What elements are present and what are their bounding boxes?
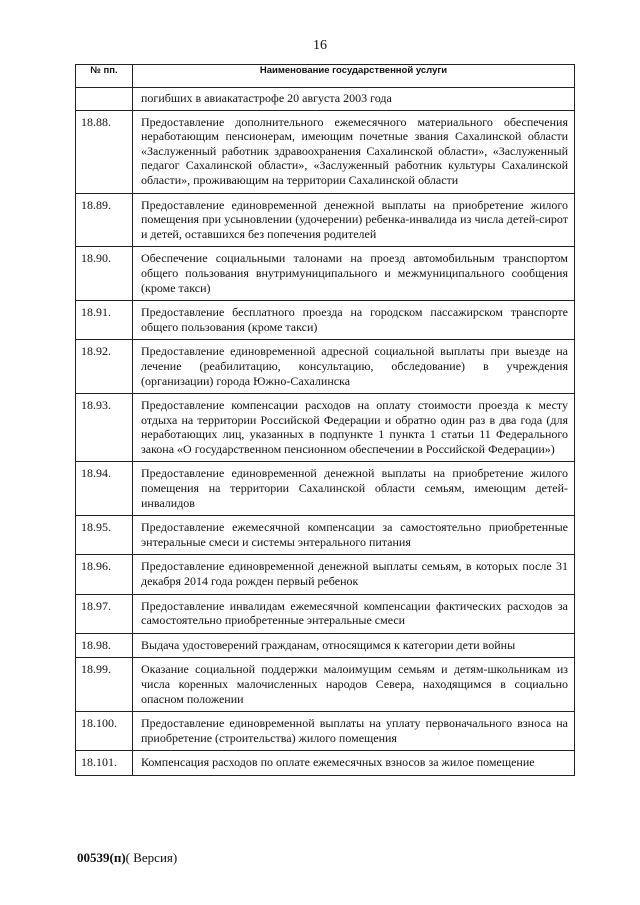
- table-row-continuation: [76, 88, 575, 111]
- row-text: Предоставление дополнительного ежемесячного материального обеспечения неработающим пенсионерам, имеющим почетные звания Сахалинской области «Заслуженный работник здравоохранения Сахалинской области», «Заслуженный педагог Сахалинской области», «Заслуженный работник культуры Сахалинской области», проживающим на территории Сахалинской области: [133, 110, 575, 193]
- table-row: [76, 594, 575, 633]
- row-number: 18.90.: [76, 247, 133, 301]
- row-number: 18.89.: [76, 193, 133, 247]
- table-row: [76, 712, 575, 751]
- row-number: [76, 88, 133, 111]
- row-number: 18.95.: [76, 516, 133, 555]
- row-text: Предоставление компенсации расходов на оплату стоимости проезда к месту отдыха на территории Российской Федерации и обратно один раз в два года (для неработающих лиц, указанных в подпункте 1 пункта 1 статьи 11 Федерального закона «О государственном пенсионном обеспечении в Российской Федерации»): [133, 394, 575, 462]
- page-number: 16: [313, 38, 327, 53]
- table-row: [76, 110, 575, 193]
- row-number: 18.100.: [76, 712, 133, 751]
- row-text: Предоставление инвалидам ежемесячной компенсации фактических расходов за самостоятельно приобретенные энтеральные смеси: [133, 594, 575, 633]
- row-text: Предоставление единовременной денежной выплаты семьям, в которых после 31 декабря 2014 года рожден первый ребенок: [133, 555, 575, 594]
- row-number: 18.92.: [76, 340, 133, 394]
- services-table: [75, 64, 575, 776]
- header-service-name: Наименование государственной услуги: [133, 65, 575, 88]
- table-row: [76, 516, 575, 555]
- row-text: Предоставление единовременной денежной выплаты на приобретение жилого помещения на территории Сахалинской области семьям, имеющим детей-инвалидов: [133, 462, 575, 516]
- document-footer: [77, 850, 177, 866]
- row-text: Компенсация расходов по оплате ежемесячных взносов за жилое помещение: [133, 751, 575, 776]
- document-version: ( Версия): [125, 850, 178, 865]
- row-text: Обеспечение социальными талонами на проезд автомобильным транспортом общего пользования внутримуниципального и межмуниципального сообщения (кроме такси): [133, 247, 575, 301]
- table-row: [76, 193, 575, 247]
- table-row: [76, 462, 575, 516]
- row-text: Предоставление единовременной адресной социальной выплаты при выезде на лечение (реабилитацию, консультацию, обследование) в учреждения (организации) города Южно-Сахалинска: [133, 340, 575, 394]
- row-number: 18.91.: [76, 301, 133, 340]
- row-text: Оказание социальной поддержки малоимущим семьям и детям-школьникам из числа коренных малочисленных народов Севера, находящимся в социально опасном положении: [133, 658, 575, 712]
- row-number: 18.101.: [76, 751, 133, 776]
- row-number: 18.99.: [76, 658, 133, 712]
- row-number: 18.97.: [76, 594, 133, 633]
- table-row: [76, 340, 575, 394]
- row-number: 18.88.: [76, 110, 133, 193]
- table-row: [76, 751, 575, 776]
- table-row: [76, 555, 575, 594]
- row-number: 18.98.: [76, 633, 133, 658]
- row-text: погибших в авиакатастрофе 20 августа 2003 года: [133, 88, 575, 111]
- row-text: Выдача удостоверений гражданам, относящимся к категории дети войны: [133, 633, 575, 658]
- row-number: 18.94.: [76, 462, 133, 516]
- row-text: Предоставление ежемесячной компенсации за самостоятельно приобретенные энтеральные смеси и системы энтерального питания: [133, 516, 575, 555]
- table-row: [76, 301, 575, 340]
- header-number: № пп.: [76, 65, 133, 88]
- row-text: Предоставление бесплатного проезда на городском пассажирском транспорте общего пользования (кроме такси): [133, 301, 575, 340]
- row-text: Предоставление единовременной выплаты на уплату первоначального взноса на приобретение (строительства) жилого помещения: [133, 712, 575, 751]
- table-row: [76, 394, 575, 462]
- table-row: [76, 658, 575, 712]
- table-row: [76, 247, 575, 301]
- document-code: 00539(п): [77, 850, 126, 865]
- table-header-row: [76, 65, 575, 88]
- table-row: [76, 633, 575, 658]
- row-number: 18.96.: [76, 555, 133, 594]
- row-number: 18.93.: [76, 394, 133, 462]
- row-text: Предоставление единовременной денежной выплаты на приобретение жилого помещения при усыновлении (удочерении) ребенка-инвалида из числа детей-сирот и детей, оставшихся без попечения родителей: [133, 193, 575, 247]
